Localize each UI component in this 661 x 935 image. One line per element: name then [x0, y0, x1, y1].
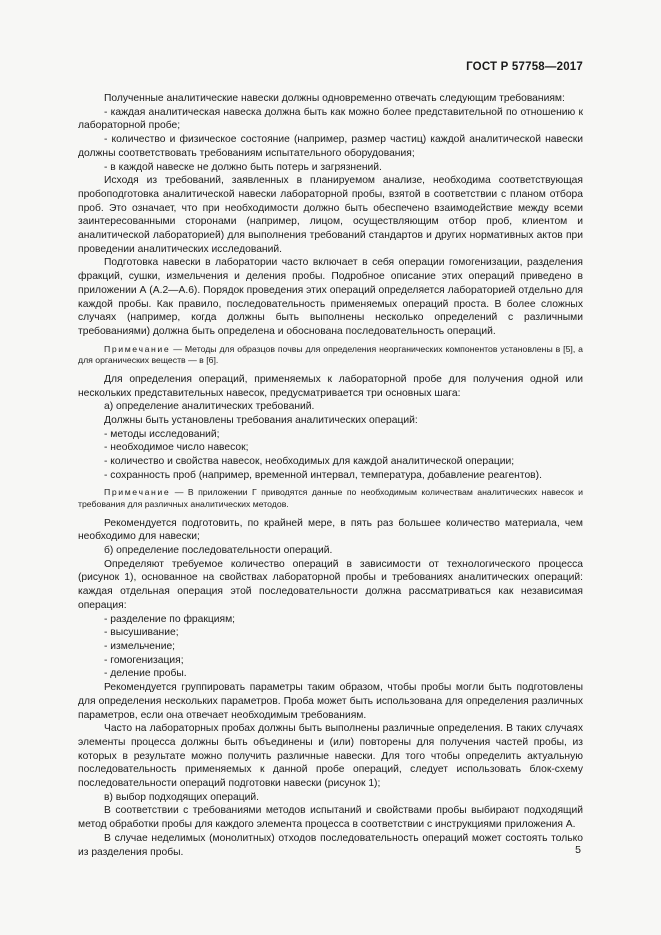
list-item: - разделение по фракциям; — [104, 613, 236, 625]
note-text: — В приложении Г приводятся данные по необходимым количествам аналитических навесок и требования для различных аналитических методов. — [78, 487, 583, 510]
list-item: б) определение последовательности операций. — [104, 545, 333, 557]
body-paragraph: Для определения операций, применяемых к лабораторной пробе для получения одной или нескольких представительных навесок, предусматривается три основных шага: — [78, 373, 583, 399]
list-item: - в каждой навеске не должно быть потерь и загрязнений. — [104, 161, 382, 173]
note-paragraph — [78, 487, 583, 510]
body-paragraph: В случае неделимых (монолитных) отходов последовательность операций может состоять только из разделения пробы. — [78, 832, 583, 858]
page-number: 5 — [575, 844, 581, 856]
note-label: Примечание — [104, 487, 171, 498]
list-item: - высушивание; — [104, 627, 179, 639]
list-item: - каждая аналитическая навеска должна быть как можно более представительной по отношению к лабораторной пробе; — [78, 106, 583, 132]
list-item: - деление пробы. — [104, 668, 187, 680]
list-item: - сохранность проб (например, временной интервал, температура, добавление реагентов). — [104, 469, 542, 481]
note-text: — Методы для образцов почвы для определения неорганических компонентов установлены в [5], а для органических веществ — в [6]. — [78, 343, 583, 366]
list-item: - количество и физическое состояние (например, размер частиц) каждой аналитической навески должны соответствовать требованиям испытательного оборудования; — [78, 134, 583, 159]
body-paragraph: Исходя из требований, заявленных в планируемом анализе, необходима соответствующая пробоподготовка аналитической навески лабораторной пробы, взятой в соответствии с планом отбора проб. Это означает, что при необходимости должно быть обеспечено взаимодействие между всеми заинтересованными сторонами (например, лицом, осуществляющим отбор проб, клиентом и аналитической лабораторией) для выполнения требований стандартов и других нормативных актов при проведении аналитических исследований. — [78, 175, 583, 255]
list-item: - методы исследований; — [104, 428, 220, 440]
body-paragraph: Полученные аналитические навески должны одновременно отвечать следующим требованиям: — [104, 93, 565, 104]
document-header: ГОСТ Р 57758—2017 — [466, 61, 583, 73]
note-paragraph — [78, 344, 583, 367]
body-paragraph: Определяют требуемое количество операций в зависимости от технологического процесса (рисунок 1), основанное на свойствах лабораторной пробы и требованиях аналитических операций: каждая отдельная операция этой последовательности должна рассматриваться как независимая операция: — [78, 558, 583, 611]
list-item: а) определение аналитических требований. — [104, 401, 315, 413]
body-paragraph: Рекомендуется подготовить, по крайней мере, в пять раз большее количество материала, чем необходимо для навески; — [78, 517, 583, 543]
list-item: - измельчение; — [104, 640, 176, 652]
body-paragraph: В соответствии с требованиями методов испытаний и свойствами пробы выбирают подходящий метод обработки пробы для каждого элемента процесса в соответствии с инструкциями приложения А. — [78, 805, 583, 831]
list-item: Должны быть установлены требования аналитических операций: — [104, 414, 418, 426]
list-item: - гомогенизация; — [104, 654, 184, 666]
document-body — [78, 92, 583, 859]
list-item: - количество и свойства навесок, необходимых для каждой аналитической операции; — [104, 456, 515, 468]
list-item: в) выбор подходящих операций. — [104, 791, 260, 803]
list-item: - необходимое число навесок; — [104, 442, 249, 454]
note-label: Примечание — [104, 343, 171, 354]
body-paragraph: Подготовка навески в лаборатории часто включает в себя операции гомогенизации, разделения фракций, сушки, измельчения и деления пробы. Подробное описание этих операций приведено в приложении А (А.2—А.6). Порядок проведения этих операций определяется лабораторией отдельно для каждой пробы. Как правило, последовательность применяемых операций проста. В более сложных случаях (например, когда должны быть выполнены несколько определений с различными требованиями) должна быть определена и обоснована последовательность операций. — [78, 257, 583, 337]
body-paragraph: Часто на лабораторных пробах должны быть выполнены различные определения. В таких случаях элементы процесса должны быть объединены и (или) повторены для получения частей пробы, из которых в результате можно получить различные навески. Для того чтобы определить актуальную последовательность применяемых к данной пробе операций, следует использовать блок-схему последовательности операций подготовки навески (рисунок 1); — [78, 723, 583, 790]
body-paragraph: Рекомендуется группировать параметры таким образом, чтобы пробы могли быть подготовлены для определения нескольких параметров. Проба может быть использована для определения различных параметров, если она отвечает необходимым требованиям. — [78, 682, 583, 721]
